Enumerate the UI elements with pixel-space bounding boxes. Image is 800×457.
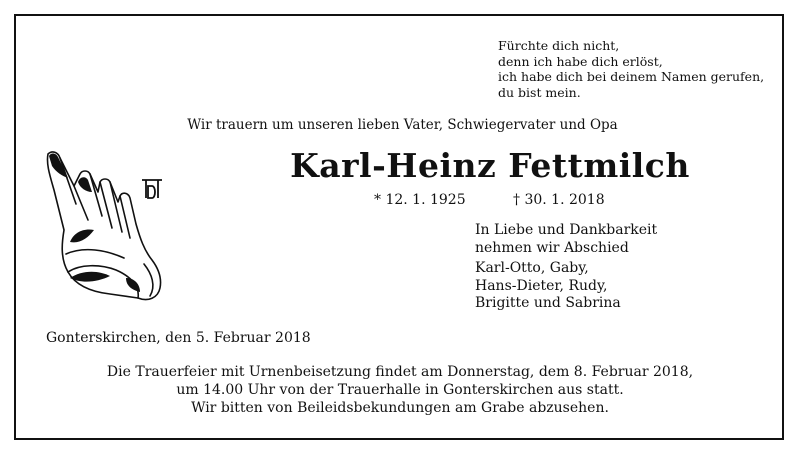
death-date: † 30. 1. 2018 (513, 192, 605, 208)
farewell-line: nehmen wir Abschied (475, 239, 629, 256)
bible-verse (498, 38, 764, 100)
intro-text: Wir trauern um unseren lieben Vater, Schwiegervater und Opa (187, 117, 618, 133)
mourner-line: Brigitte und Sabrina (475, 295, 621, 311)
verse-line: denn ich habe dich erlöst, (498, 53, 663, 69)
footer-line: Die Trauerfeier mit Urnenbeisetzung findet am Donnerstag, dem 8. Februar 2018, (106, 364, 694, 380)
mourners-block (475, 222, 657, 313)
mourner-line: Hans-Dieter, Rudy, (475, 277, 608, 294)
verse-line: Fürchte dich nicht, (498, 38, 620, 53)
praying-hands-icon (40, 146, 170, 308)
place-and-date: Gonterskirchen, den 5. Februar 2018 (46, 330, 311, 346)
mourner-line: Karl-Otto, Gaby, (475, 260, 589, 276)
farewell-line: In Liebe und Dankbarkeit (475, 222, 658, 238)
durer-monogram-icon (142, 180, 162, 198)
birth-date: * 12. 1. 1925 (374, 192, 466, 208)
verse-line: ich habe dich bei deinem Namen gerufen, (498, 69, 765, 84)
verse-line: du bist mein. (498, 84, 581, 100)
deceased-name: Karl-Heinz Fettmilch (290, 146, 690, 185)
footer-line: Wir bitten von Beileidsbekundungen am Grabe abzusehen. (191, 400, 609, 416)
footer-line: um 14.00 Uhr von der Trauerhalle in Gonterskirchen aus statt. (176, 382, 624, 398)
funeral-info (0, 363, 800, 417)
